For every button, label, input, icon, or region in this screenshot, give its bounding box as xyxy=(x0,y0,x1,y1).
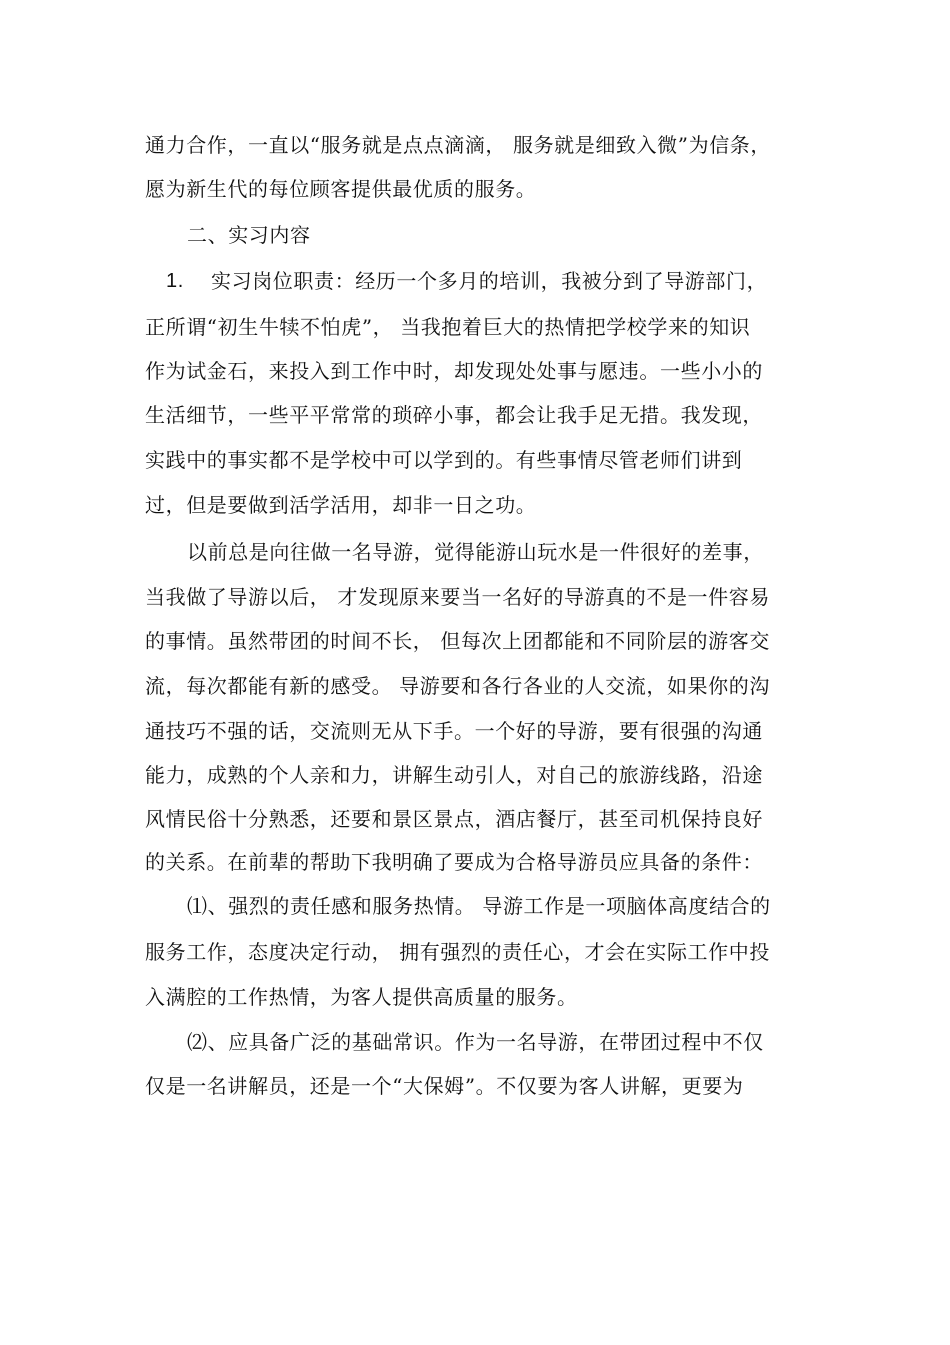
paragraph-line: ⑴、强烈的责任感和服务热情。 导游工作是一项脑体高度结合的 xyxy=(187,894,771,918)
paragraph-line: 流，每次都能有新的感受。 导游要和各行各业的人交流，如果你的沟 xyxy=(145,674,770,698)
section-heading: 二、实习内容 xyxy=(187,223,311,247)
list-number: 1. xyxy=(166,270,184,292)
paragraph-line: 作为试金石，来投入到工作中时，却发现处处事与愿违。一些小小的 xyxy=(145,359,763,383)
paragraph-line: 服务工作，态度决定行动， 拥有强烈的责任心，才会在实际工作中投 xyxy=(145,940,770,964)
paragraph-line: 风情民俗十分熟悉，还要和景区景点，酒店餐厅，甚至司机保持良好 xyxy=(145,807,763,831)
paragraph-line: 的事情。虽然带团的时间不长， 但每次上团都能和不同阶层的游客交 xyxy=(145,629,770,653)
paragraph-line: 能力，成熟的个人亲和力，讲解生动引人，对自己的旅游线路，沿途 xyxy=(145,763,763,787)
paragraph-line: 的关系。在前辈的帮助下我明确了要成为合格导游员应具备的条件： xyxy=(145,850,763,874)
paragraph-line: 通力合作，一直以“服务就是点点滴滴， 服务就是细致入微”为信条， xyxy=(145,133,772,157)
paragraph-line: 实习岗位职责：经历一个多月的培训，我被分到了导游部门， xyxy=(211,269,768,293)
paragraph-line: 以前总是向往做一名导游，觉得能游山玩水是一件很好的差事， xyxy=(187,540,764,564)
paragraph-line: 愿为新生代的每位顾客提供最优质的服务。 xyxy=(145,177,537,201)
paragraph-line: ⑵、应具备广泛的基础常识。作为一名导游，在带团过程中不仅 xyxy=(187,1030,764,1054)
paragraph-line: 生活细节，一些平平常常的琐碎小事，都会让我手足无措。我发现， xyxy=(145,403,763,427)
paragraph-line: 入满腔的工作热情，为客人提供高质量的服务。 xyxy=(145,985,578,1009)
paragraph-line: 实践中的事实都不是学校中可以学到的。有些事情尽管老师们讲到 xyxy=(145,448,743,472)
paragraph-line: 当我做了导游以后， 才发现原来要当一名好的导游真的不是一件容易 xyxy=(145,585,770,609)
paragraph-line: 通技巧不强的话，交流则无从下手。一个好的导游，要有很强的沟通 xyxy=(145,719,763,743)
paragraph-line: 过，但是要做到活学活用，却非一日之功。 xyxy=(145,493,537,517)
paragraph-line: 正所谓“初生牛犊不怕虎”， 当我抱着巨大的热情把学校学来的知识 xyxy=(145,315,751,339)
paragraph-line: 仅是一名讲解员，还是一个“大保姆”。不仅要为客人讲解，更要为 xyxy=(145,1074,744,1098)
